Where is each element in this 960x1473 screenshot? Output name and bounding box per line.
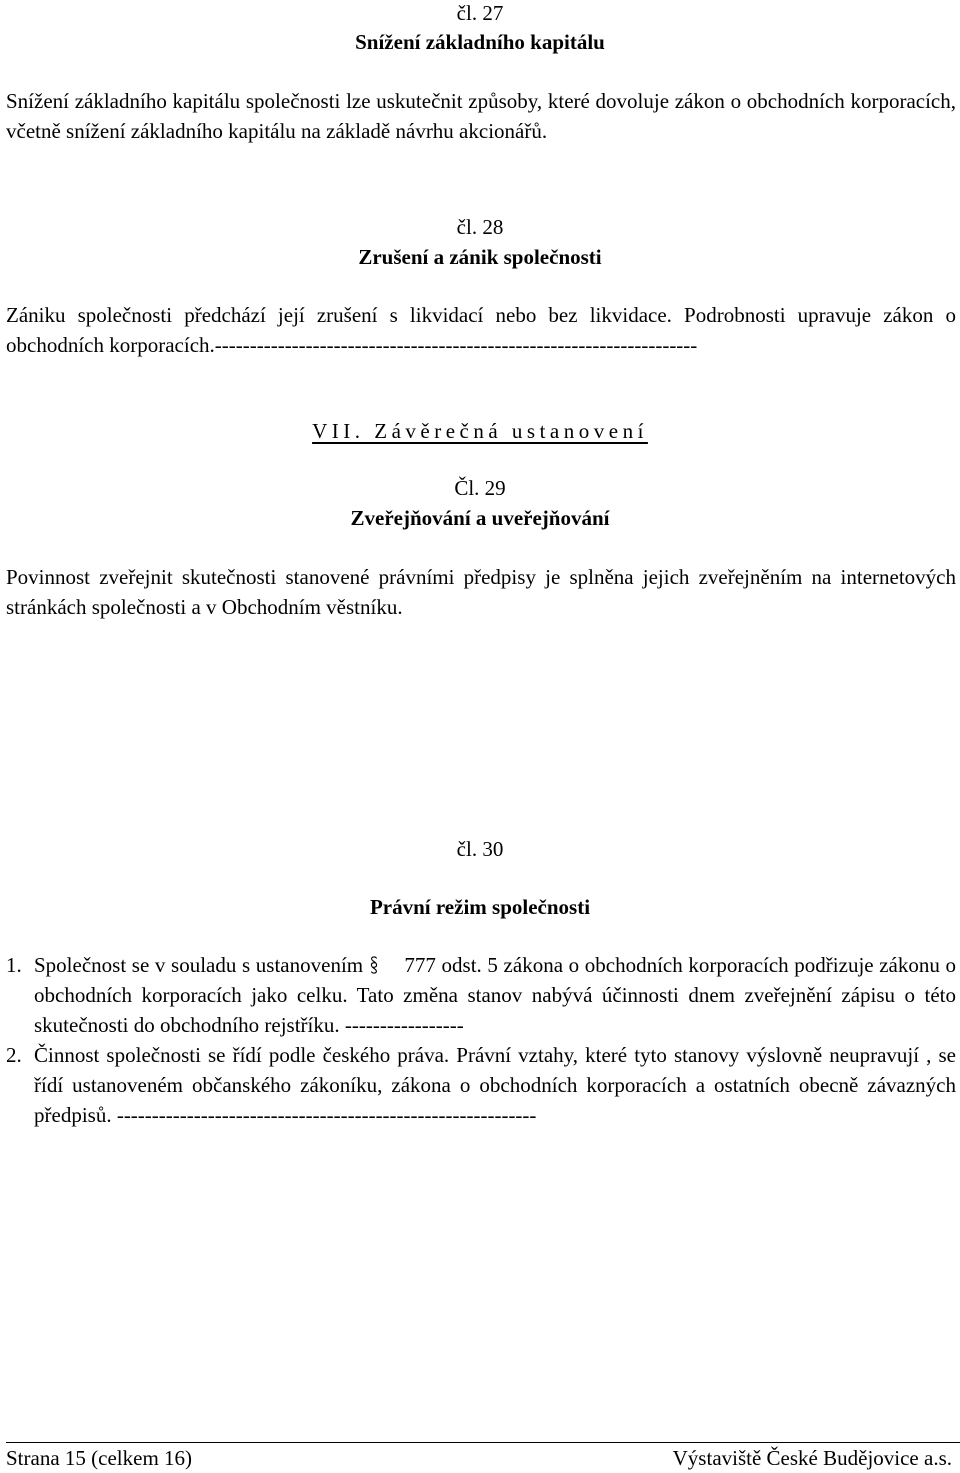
footer-page-number: Strana 15 (celkem 16) (6, 1446, 193, 1470)
article-28-title: Zrušení a zánik společnosti (358, 245, 602, 269)
list-item-text-before: Společnost se v souladu s ustanovením (34, 953, 364, 977)
list-item-number: 2. (6, 1043, 22, 1067)
list-item (6, 950, 956, 1040)
article-30-list (6, 950, 956, 1130)
list-item-text: Činnost společnosti se řídí podle českého práva. Právní vztahy, které tyto stanovy výslovně neupravují , se řídí ustanoveném občanského zákoníku, zákona o obchodních korporacích a ostatních obecně závazných předpisů. ------------------------------------------------------------ (34, 1043, 956, 1127)
article-27-title: Snížení základního kapitálu (355, 30, 605, 54)
article-27-text: Snížení základního kapitálu společnosti lze uskutečnit způsoby, které dovoluje zákon o obchodních korporacích, včetně snížení základního kapitálu na základě návrhu akcionářů. (6, 89, 956, 143)
section-heading (0, 416, 960, 446)
paragraph-sign-icon (369, 950, 399, 980)
footer-company: Výstaviště České Budějovice a.s. (672, 1446, 952, 1470)
list-item (6, 1040, 956, 1130)
article-30-number: čl. 30 (456, 837, 504, 861)
article-30-title: Právní režim společnosti (369, 895, 591, 919)
article-27-number: čl. 27 (456, 1, 504, 25)
article-29-number: Čl. 29 (454, 476, 506, 500)
article-29-title: Zveřejňování a uveřejňování (350, 506, 610, 530)
list-item-text-after: 777 odst. 5 zákona o obchodních korporacích podřizuje zákonu o obchodních korporacích jako celku. Tato změna stanov nabývá účinnosti dnem zveřejnění zápisu o této skutečnosti do obchodního rejstříku. ----------------- (34, 953, 956, 1037)
article-28-number: čl. 28 (456, 215, 504, 239)
list-item-number: 1. (6, 953, 22, 977)
article-28-text: Zániku společnosti předchází její zrušení s likvidací nebo bez likvidace. Podrobnosti upravuje zákon o obchodních korporacích.--------------------------------------------------------------------- (6, 303, 956, 357)
article-29-text: Povinnost zveřejnit skutečnosti stanovené právními předpisy je splněna jejich zveřejněním na internetových stránkách společnosti a v Obchodním věstníku. (6, 565, 956, 619)
section-7-title: VII. Závěrečná ustanovení (312, 419, 648, 443)
